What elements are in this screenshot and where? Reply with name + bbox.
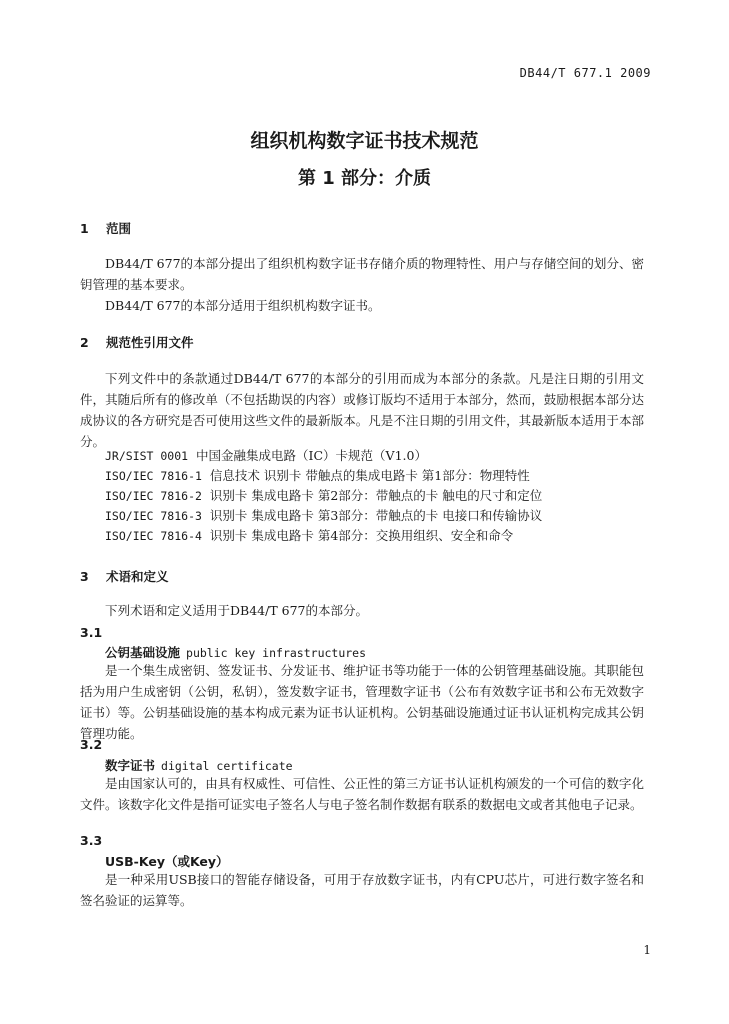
reference-item (105, 466, 530, 486)
term-definition: 是一个集生成密钥、签发证书、分发证书、维护证书等功能于一体的公钥管理基础设施。其职能包括为用户生成密钥（公钥，私钥），签发数字证书，管理数字证书（公布有效数字证书和公布无效数字证书）等。公钥基础设施的基本构成元素为证书认证机构。公钥基础设施通过证书认证机构完成其公钥管理功能。 (80, 663, 644, 741)
section-heading-scope (80, 219, 131, 237)
section-number: 2 (80, 335, 89, 350)
reference-code: ISO/IEC 7816-4 (105, 529, 202, 543)
reference-title: 识别卡 集成电路卡 第2部分：带触点的卡 触电的尺寸和定位 (209, 488, 543, 503)
reference-title: 中国金融集成电路（IC）卡规范（V1.0） (196, 448, 427, 463)
reference-item (105, 486, 542, 506)
reference-item (105, 446, 427, 466)
section-heading-normative (80, 333, 194, 351)
normative-paragraph: 下列文件中的条款通过DB44/T 677的本部分的引用而成为本部分的条款。凡是注日期的引用文件，其随后所有的修改单（不包括勘误的内容）或修订版均不适用于本部分，然而，鼓励根据本部分达成协议的各方研究是否可使用这些文件的最新版本。凡是不注日期的引用文件，其最新版本适用于本部分。 (80, 371, 644, 449)
reference-title: 识别卡 集成电路卡 第3部分：带触点的卡 电接口和传输协议 (209, 508, 543, 523)
term-zh: 公钥基础设施 (105, 645, 181, 660)
term-number: 3.2 (80, 737, 103, 752)
scope-paragraph-2: DB44/T 677的本部分适用于组织机构数字证书。 (105, 298, 381, 313)
term-en: public key infrastructures (186, 646, 367, 660)
reference-title: 识别卡 集成电路卡 第4部分：交换用组织、安全和命令 (209, 528, 514, 543)
term-title (105, 756, 293, 774)
term-zh: 数字证书 (105, 758, 156, 773)
doc-title: 组织机构数字证书技术规范 (250, 130, 479, 152)
term-en: digital certificate (161, 759, 293, 773)
section-number: 3 (80, 569, 89, 584)
scope-paragraph-1: DB44/T 677的本部分提出了组织机构数字证书存储介质的物理特性、用户与存储空间的划分、密钥管理的基本要求。 (80, 256, 644, 292)
term-title (105, 852, 229, 870)
terms-intro: 下列术语和定义适用于DB44/T 677的本部分。 (105, 603, 368, 618)
doc-subtitle: 第 1 部分：介质 (297, 168, 432, 189)
reference-item (105, 526, 513, 546)
reference-code: ISO/IEC 7816-1 (105, 469, 202, 483)
term-definition: 是由国家认可的，由具有权威性、可信性、公正性的第三方证书认证机构颁发的一个可信的数字化文件。该数字化文件是指可证实电子签名人与电子签名制作数据有联系的数据电文或者其他电子记录。 (80, 776, 644, 812)
term-definition: 是一种采用USB接口的智能存储设备，可用于存放数字证书，内有CPU芯片，可进行数字签名和签名验证的运算等。 (80, 872, 644, 908)
reference-title: 信息技术 识别卡 带触点的集成电路卡 第1部分：物理特性 (209, 468, 530, 483)
page-number: 1 (643, 943, 651, 957)
section-title: 范围 (106, 221, 132, 236)
term-zh: USB-Key（或Key） (105, 854, 229, 869)
term-number: 3.3 (80, 833, 103, 848)
section-number: 1 (80, 221, 89, 236)
term-number: 3.1 (80, 625, 103, 640)
section-heading-terms (80, 567, 169, 585)
reference-code: ISO/IEC 7816-2 (105, 489, 202, 503)
reference-code: ISO/IEC 7816-3 (105, 509, 202, 523)
section-title: 术语和定义 (106, 569, 169, 584)
reference-item (105, 506, 542, 526)
doc-code-header: DB44/T 677.1 2009 (519, 66, 651, 80)
section-title: 规范性引用文件 (106, 335, 194, 350)
term-title (105, 643, 366, 661)
reference-code: JR/SIST 0001 (105, 449, 189, 463)
